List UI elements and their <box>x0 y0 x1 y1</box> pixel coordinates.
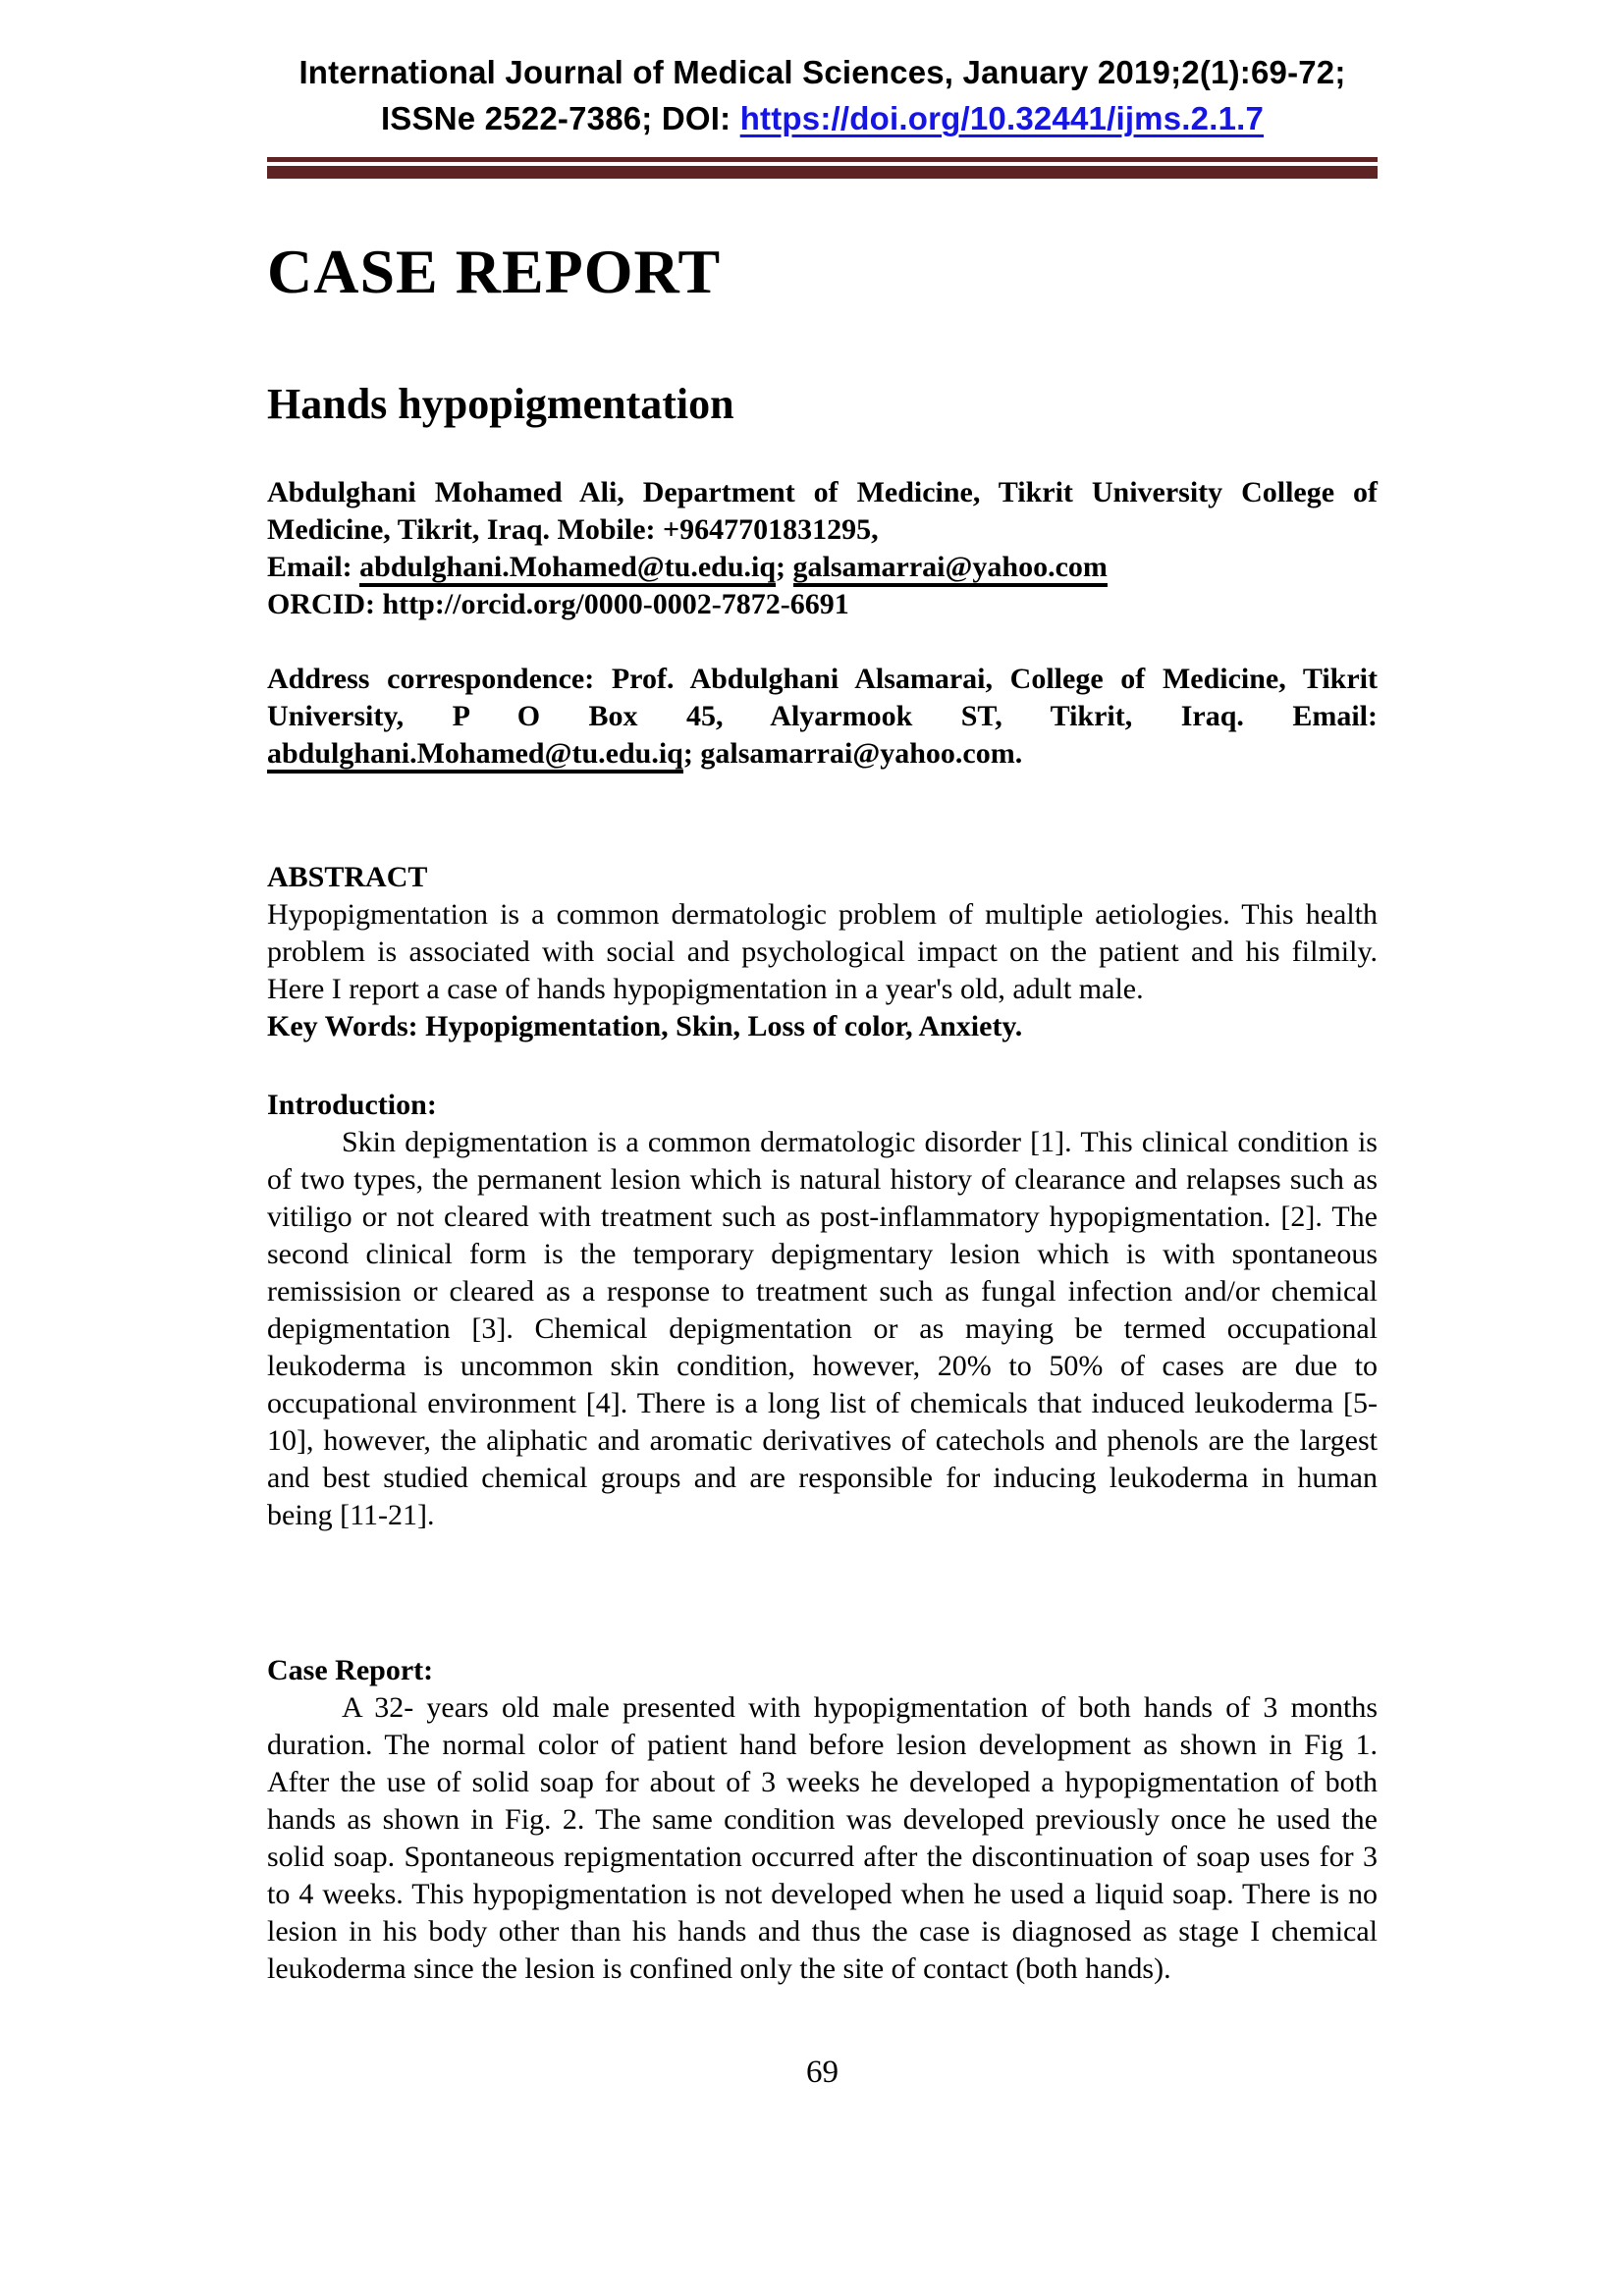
correspondence-text: Address correspondence: Prof. Abdulghani Alsamarai, College of Medicine, Tikrit University, P O Box 45, Alyarmook ST, Tikrit, Iraq. Email: <box>267 663 1378 732</box>
introduction-paragraph: Skin depigmentation is a common dermatologic disorder [1]. This clinical condition is of two types, the permanent lesion which is natural history of clearance and relapses such as vitiligo or not cleared with treatment such as post-inflammatory hypopigmentation. [2]. The second clinical form is the temporary depigmentary lesion which is with spontaneous remissision or cleared as a response to treatment such as fungal infection and/or chemical depigmentation [3]. Chemical depigmentation or as maying be termed occupational leukoderma is uncommon skin condition, however, 20% to 50% of cases are due to occupational environment [4]. There is a long list of chemicals that induced leukoderma [5-10], however, the aliphatic and aromatic derivatives of catechols and phenols are the largest and best studied chemical groups and are responsible for inducing leukoderma in human being [11-21]. <box>267 1126 1378 1531</box>
author-affiliation: Abdulghani Mohamed Ali, Department of Medicine, Tikrit University College of Medicine, Tikrit, Iraq. Mobile: +9647701831295, <box>267 476 1378 546</box>
author-email-link-2[interactable]: galsamarrai@yahoo.com <box>793 551 1108 587</box>
journal-issn-doi-line <box>267 95 1378 141</box>
case-report-heading: Case Report: <box>267 1654 434 1686</box>
page-number: 69 <box>806 2055 839 2090</box>
correspondence-block <box>267 661 1378 773</box>
case-report-paragraph: A 32- years old male presented with hypopigmentation of both hands of 3 months duration. The normal color of patient hand before lesion development as shown in Fig 1. After the use of solid soap for about of 3 weeks he developed a hypopigmentation of both hands as shown in Fig. 2. The same condition was developed previously once he used the solid soap. Spontaneous repigmentation occurred after the discontinuation of soap uses for 3 to 4 weeks. This hypopigmentation is not developed when he used a liquid soap. There is no lesion in his body other than his hands and thus the case is diagnosed as stage I chemical leukoderma since the lesion is confined only the site of contact (both hands). <box>267 1691 1378 1985</box>
author-block <box>267 474 1378 623</box>
author-orcid: ORCID: http://orcid.org/0000-0002-7872-6691 <box>267 588 849 620</box>
introduction-heading: Introduction: <box>267 1089 437 1121</box>
article-title: Hands hypopigmentation <box>267 380 734 428</box>
abstract-text: Hypopigmentation is a common dermatologic problem of multiple aetiologies. This health problem is associated with social and psychological impact on the patient and his filmily. Here I report a case of hands hypopigmentation in a year's old, adult male. <box>267 898 1378 1005</box>
section-label: CASE REPORT <box>267 237 722 306</box>
journal-title-line: International Journal of Medical Sciences, January 2019;2(1):69-72; <box>298 54 1346 90</box>
keywords-line: Key Words: Hypopigmentation, Skin, Loss of color, Anxiety. <box>267 1010 1023 1042</box>
abstract-heading: ABSTRACT <box>267 861 428 893</box>
correspondence-suffix: ; galsamarrai@yahoo.com. <box>682 737 1023 770</box>
author-email-link-1[interactable]: abdulghani.Mohamed@tu.edu.iq <box>359 551 776 587</box>
issn-doi-prefix: ISSNe 2522-7386; DOI: <box>380 100 740 136</box>
header-divider-rule <box>267 157 1378 179</box>
journal-masthead <box>267 49 1378 141</box>
correspondence-email-link[interactable]: abdulghani.Mohamed@tu.edu.iq <box>267 737 683 774</box>
divider-thin-line <box>267 157 1378 162</box>
author-email-separator: ; <box>776 551 793 583</box>
doi-link[interactable]: https://doi.org/10.32441/ijms.2.1.7 <box>739 100 1265 136</box>
author-email-label: Email: <box>267 551 360 583</box>
divider-thick-line <box>267 166 1378 179</box>
